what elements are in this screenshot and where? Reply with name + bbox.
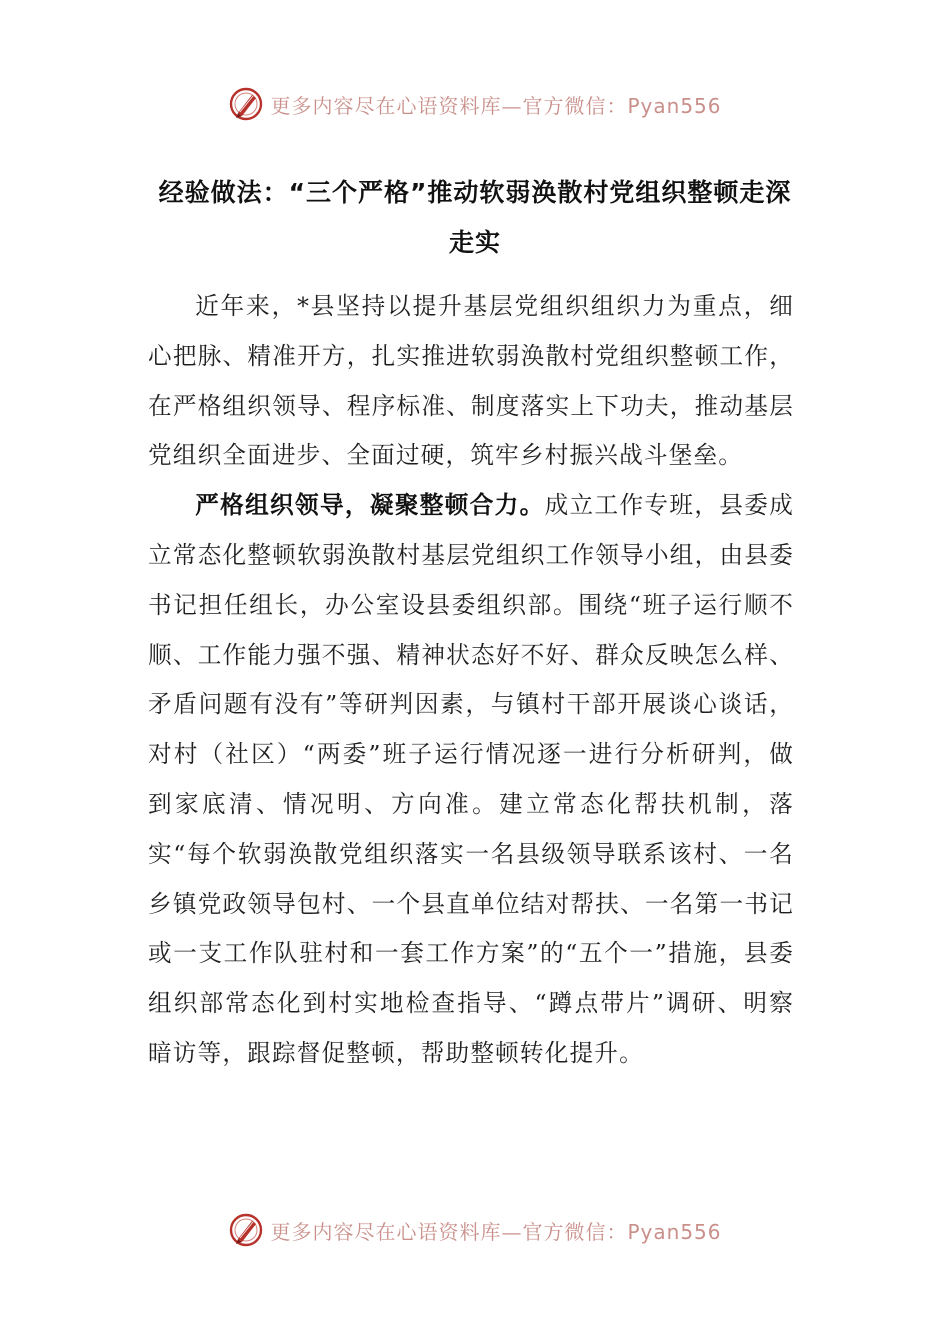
document-body	[148, 282, 794, 1079]
header-banner-text	[270, 90, 721, 119]
header-banner-wechat-id: Pyan556	[627, 93, 722, 118]
document-title: 经验做法：“三个严格”推动软弱涣散村党组织整顿走深走实	[158, 178, 792, 257]
paragraph-text: 成立工作专班，县委成立常态化整顿软弱涣散村基层党组织工作领导小组，由县委书记担任组长，办公室设县委组织部。围绕“班子运行顺不顺、工作能力强不强、精神状态好不好、群众反映怎么样、矛盾问题有没有”等研判因素，与镇村干部开展谈心谈话，对村（社区）“两委”班子运行情况逐一进行分析研判，做到家底清、情况明、方向准。建立常态化帮扶机制，落实“每个软弱涣散党组织落实一名县级领导联系该村、一名乡镇党政领导包村、一个县直单位结对帮扶、一名第一书记或一支工作队驻村和一套工作方案”的“五个一”措施，县委组织部常态化到村实地检查指导、“蹲点带片”调研、明察暗访等，跟踪督促整顿，帮助整顿转化提升。	[148, 491, 794, 1067]
paragraph-text: 近年来，*县坚持以提升基层党组织组织力为重点，细心把脉、精准开方，扎实推进软弱涣散村党组织整顿工作，在严格组织领导、程序标准、制度落实上下功夫，推动基层党组织全面进步、全面过硬，筑牢乡村振兴战斗堡垒。	[148, 292, 794, 470]
footer-banner-slogan: 更多内容尽在心语资料库—官方微信：	[270, 1219, 628, 1244]
footer-banner-text	[270, 1216, 721, 1245]
footer-banner	[0, 1208, 950, 1252]
header-banner	[0, 82, 950, 126]
paragraph-lead: 严格组织领导，凝聚整顿合力。	[195, 491, 545, 520]
footer-banner-wechat-id: Pyan556	[627, 1219, 722, 1244]
paragraph-intro	[148, 282, 794, 481]
paragraph-organization-leadership	[148, 481, 794, 1079]
header-banner-slogan: 更多内容尽在心语资料库—官方微信：	[270, 93, 628, 118]
pen-nib-logo-icon	[228, 1212, 264, 1248]
pen-nib-logo-icon	[228, 86, 264, 122]
